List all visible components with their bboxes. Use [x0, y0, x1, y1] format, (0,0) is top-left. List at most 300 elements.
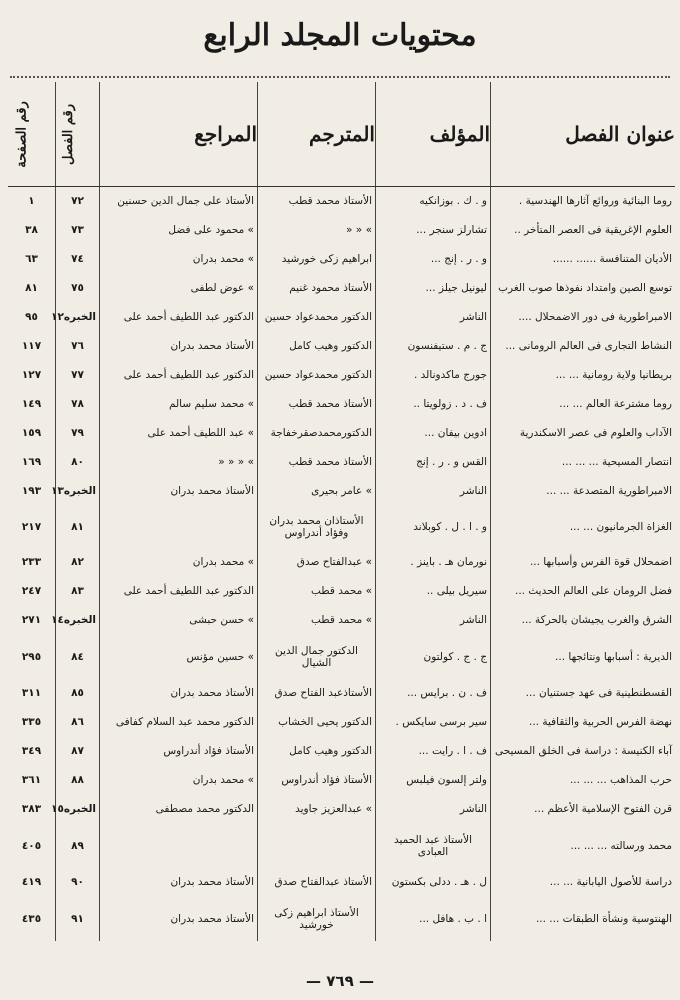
- chapter-number-cell-text: ٨٢: [71, 556, 84, 569]
- reference-cell: [100, 824, 258, 868]
- chapter-number-cell-text: ٨٨: [71, 774, 84, 787]
- chapter-title-cell: [491, 766, 676, 795]
- page-number-cell-text: ١٢٧: [21, 369, 42, 382]
- chapter-title-cell-text: الغزاة الجرمانيون ... ...: [569, 520, 672, 533]
- translator-cell: [258, 577, 376, 606]
- chapter-number-cell-text: ٧٦: [71, 340, 84, 353]
- author-cell: [376, 679, 491, 708]
- chapter-number-cell-text: ٨٠: [71, 456, 84, 469]
- page-number-cell: [8, 361, 56, 390]
- author-cell-text: ف . ن . برايس ...: [407, 687, 487, 700]
- table-row: [8, 274, 675, 303]
- reference-cell-text: » محمد بدران: [192, 253, 254, 266]
- chapter-number-cell-text: ٧٥: [71, 282, 84, 295]
- table-row: [8, 361, 675, 390]
- chapter-number-cell: [56, 187, 100, 217]
- author-cell-text: ولتر إلسون فيلبس: [406, 774, 487, 787]
- reference-cell-text: الأستاذ محمد بدران: [170, 340, 254, 353]
- reference-cell-text: الدكتور محمد عبد السلام كفافى: [115, 716, 254, 729]
- chapter-number-cell: [56, 577, 100, 606]
- reference-cell: [100, 795, 258, 824]
- translator-cell-text: » محمد قطب: [310, 585, 372, 598]
- reference-cell: [100, 361, 258, 390]
- chapter-title-cell: [491, 390, 676, 419]
- chapter-number-cell: [56, 274, 100, 303]
- chapter-number-cell: [56, 448, 100, 477]
- reference-cell: [100, 766, 258, 795]
- chapter-number-cell-text: ٩٠: [71, 876, 84, 889]
- author-cell-text: جورج ماكدونالد .: [413, 369, 487, 382]
- reference-cell-text: الدكتور محمد مصطفى: [155, 803, 254, 816]
- header-author: المؤلف: [376, 82, 491, 187]
- chapter-title-cell: [491, 868, 676, 897]
- chapter-title-cell-text: اضمحلال قوة الفرس وأسبابها ...: [529, 556, 672, 569]
- translator-cell-text: الدكتور وهيب كامل: [289, 745, 372, 758]
- author-cell-text: و . ك . بوزانكيه: [419, 195, 487, 208]
- translator-cell-text: الأستاذ محمد قطب: [288, 398, 372, 411]
- reference-cell-text: » عبد اللطيف أحمد على: [147, 427, 254, 440]
- chapter-number-cell-text: ٧٢: [71, 195, 84, 208]
- translator-cell: [258, 635, 376, 679]
- reference-cell: [100, 679, 258, 708]
- reference-cell-text: الدكتور عبد اللطيف أحمد على: [123, 585, 254, 598]
- translator-cell: [258, 245, 376, 274]
- table-row: [8, 548, 675, 577]
- author-cell-text: ا . ب . هافل ...: [419, 912, 487, 925]
- chapter-title-cell: [491, 187, 676, 217]
- page-number-cell-text: ٩٥: [25, 311, 38, 324]
- table-body: [8, 187, 675, 942]
- chapter-number-cell-text: ٨١: [71, 520, 84, 533]
- author-cell-text: نورمان هـ . باينز .: [410, 556, 487, 569]
- chapter-number-cell: [51, 303, 100, 332]
- page-number-cell: [8, 506, 56, 548]
- chapter-title-cell-text: الآداب والعلوم فى عصر الاسكندرية: [519, 427, 672, 440]
- chapter-number-cell: [56, 897, 100, 941]
- reference-cell: [100, 448, 258, 477]
- header-chapter-number-label: رقم الفصل: [61, 103, 77, 165]
- translator-cell-text: » عامر بحيرى: [311, 485, 372, 498]
- chapter-number-cell-text: ٨٣: [71, 585, 84, 598]
- chapter-title-cell-text: الشرق والغرب يجيشان بالحركة ...: [521, 614, 672, 627]
- table-row: [8, 679, 675, 708]
- reference-cell: [100, 868, 258, 897]
- chapter-number-cell: [56, 635, 100, 679]
- table-row: [8, 824, 675, 868]
- page-number-cell-text: ٦٣: [25, 253, 38, 266]
- dotted-divider: [10, 76, 670, 78]
- table-row: [8, 606, 675, 635]
- page-number-cell-text: ١٩٣: [21, 485, 42, 498]
- author-cell: [376, 635, 491, 679]
- chapter-title-cell: [491, 824, 676, 868]
- translator-cell-text: » عبدالعزيز جاويد: [295, 803, 372, 816]
- author-cell-text: سير برسى سايكس .: [395, 716, 487, 729]
- translator-cell-text: » عبدالفتاح صدق: [296, 556, 372, 569]
- author-cell: [376, 477, 491, 506]
- translator-cell: [258, 795, 376, 824]
- translator-cell-text: الدكتور محمدعواد حسين: [264, 311, 372, 324]
- author-cell: [376, 274, 491, 303]
- translator-cell: [258, 216, 376, 245]
- translator-cell: [258, 708, 376, 737]
- page-number-cell: [8, 708, 56, 737]
- translator-cell: [258, 361, 376, 390]
- chapter-title-cell: [491, 448, 676, 477]
- author-cell: [376, 303, 491, 332]
- chapter-title-cell-text: انتصار المسيحية ... ... ...: [561, 456, 672, 469]
- table-row: [8, 766, 675, 795]
- page-number-cell: [8, 216, 56, 245]
- author-cell-text: الناشر: [459, 803, 487, 816]
- author-cell-text: و . ا . ل . كوبلاند: [413, 520, 487, 533]
- chapter-number-cell: [56, 332, 100, 361]
- author-cell: [376, 361, 491, 390]
- table-row: [8, 577, 675, 606]
- chapter-title-cell-text: بريطانيا ولاية رومانية ... ...: [555, 369, 672, 382]
- chapter-title-cell-text: محمد ورسالته ... ... ...: [570, 839, 672, 852]
- table-row: [8, 187, 675, 217]
- table-row: [8, 506, 675, 548]
- author-cell-text: ج . ج . كولتون: [423, 650, 487, 663]
- chapter-number-cell: [56, 737, 100, 766]
- chapter-number-cell: [56, 868, 100, 897]
- reference-cell-text: » « « «: [218, 456, 254, 469]
- reference-cell: [100, 332, 258, 361]
- page-number-cell-text: ٤١٩: [21, 876, 42, 889]
- chapter-number-cell: [51, 477, 100, 506]
- chapter-title-cell-text: حرب المذاهب ... ... ...: [569, 774, 672, 787]
- author-cell-text: القس و . ر . إنج: [416, 456, 487, 469]
- translator-cell: [258, 390, 376, 419]
- page-number-cell-text: ١٥٩: [21, 427, 42, 440]
- reference-cell: [100, 577, 258, 606]
- chapter-number-cell: [56, 390, 100, 419]
- translator-cell: [258, 187, 376, 217]
- table-row: [8, 477, 675, 506]
- page-number-cell-text: ٤٠٥: [21, 839, 42, 852]
- chapter-title-cell: [491, 897, 676, 941]
- table-row: [8, 868, 675, 897]
- translator-cell-text: » « «: [346, 224, 372, 237]
- chapter-number-cell: [56, 679, 100, 708]
- author-cell-text: الأستاذ عبد الحميد العبادى: [393, 833, 472, 858]
- chapter-title-cell: [491, 361, 676, 390]
- reference-cell-text: الأستاذ محمد بدران: [170, 687, 254, 700]
- page-number-cell-text: ٢٧١: [21, 614, 42, 627]
- chapter-number-cell: [56, 548, 100, 577]
- page-number-cell-text: ٣٦١: [21, 774, 42, 787]
- author-cell: [376, 824, 491, 868]
- table-row: [8, 635, 675, 679]
- page-number-cell: [8, 390, 56, 419]
- chapter-title-cell-text: القسطنطينية فى عهد جستنيان ...: [525, 687, 672, 700]
- translator-cell-text: الأستاذ محمود غنيم: [289, 282, 372, 295]
- page-number-cell: [8, 332, 56, 361]
- chapter-number-cell: [56, 216, 100, 245]
- reference-cell: [100, 216, 258, 245]
- reference-cell: [100, 737, 258, 766]
- translator-cell: [258, 766, 376, 795]
- chapter-title-cell: [491, 506, 676, 548]
- author-cell-text: تشارلز سنجر ...: [416, 224, 487, 237]
- page-number-cell-text: ٢٤٧: [21, 585, 42, 598]
- reference-cell: [100, 635, 258, 679]
- reference-cell-text: الأستاذ محمد بدران: [170, 485, 254, 498]
- translator-cell-text: الأستاذ فؤاد أندراوس: [281, 774, 372, 787]
- page-number-cell-text: ١١٧: [21, 340, 42, 353]
- author-cell: [376, 390, 491, 419]
- chapter-title-cell: [491, 332, 676, 361]
- chapter-title-cell-text: دراسة للأصول اليابانية ... ...: [549, 876, 672, 889]
- reference-cell-text: الأستاذ محمد بدران: [170, 876, 254, 889]
- translator-cell-text: الدكتورمحمدصقرخفاجة: [270, 427, 372, 440]
- translator-cell: [258, 448, 376, 477]
- chapter-number-cell-text: ٩١: [71, 912, 84, 925]
- author-cell-text: ج . م . ستيفنسون: [407, 340, 487, 353]
- header-translator: المترجم: [258, 82, 376, 187]
- chapter-title-cell-text: فضل الرومان على العالم الحديث ...: [515, 585, 672, 598]
- translator-cell: [258, 868, 376, 897]
- reference-cell-text: الدكتور عبد اللطيف أحمد على: [123, 369, 254, 382]
- page-number-cell: [8, 635, 56, 679]
- author-cell-text: ف . ا . رايت ...: [418, 745, 487, 758]
- author-cell-text: ادوين بيفان ...: [424, 427, 487, 440]
- translator-cell: [258, 737, 376, 766]
- translator-cell: [258, 679, 376, 708]
- translator-cell-text: ابراهيم زكى خورشيد: [281, 253, 372, 266]
- page-number-cell-text: ١٦٩: [21, 456, 42, 469]
- translator-cell-text: » محمد قطب: [310, 614, 372, 627]
- chapter-title-cell-text: توسع الصين وامتداد نفوذها صوب الغرب: [498, 282, 672, 295]
- author-cell: [376, 708, 491, 737]
- chapter-number-cell-text: ٧٣: [71, 224, 84, 237]
- chapter-title-cell: [491, 548, 676, 577]
- page-number-cell: [8, 795, 56, 824]
- translator-cell: [258, 477, 376, 506]
- author-cell: [376, 216, 491, 245]
- chapter-title-cell: [491, 635, 676, 679]
- reference-cell: [100, 245, 258, 274]
- translator-cell: [258, 332, 376, 361]
- page-number-cell-text: ٣٨: [25, 224, 38, 237]
- page-number-cell-text: ١: [28, 195, 35, 208]
- chapter-number-cell: [56, 506, 100, 548]
- translator-cell-text: الدكتور وهيب كامل: [289, 340, 372, 353]
- reference-cell-text: الأستاذ فؤاد أندراوس: [163, 745, 254, 758]
- chapter-title-cell: [491, 679, 676, 708]
- chapter-title-cell-text: الديرية : أسبابها ونتائجها ...: [555, 650, 672, 663]
- author-cell: [376, 419, 491, 448]
- page-title: محتويات المجلد الرابع: [203, 18, 477, 53]
- chapter-title-cell-text: الامبراطورية فى دور الاضمحلال ....: [518, 311, 672, 324]
- chapter-title-cell: [491, 577, 676, 606]
- translator-cell-text: الدكتور جمال الدين الشيال: [275, 644, 358, 669]
- chapter-title-cell: [491, 245, 676, 274]
- chapter-title-cell-text: روما مشترعة العالم ... ...: [559, 398, 672, 411]
- reference-cell: [100, 419, 258, 448]
- author-cell-text: سيريل بيلى ..: [426, 585, 487, 598]
- chapter-title-cell-text: العلوم الإغريقية فى العصر المتأخر ..: [514, 224, 672, 237]
- table-row: [8, 419, 675, 448]
- chapter-title-cell: [491, 274, 676, 303]
- translator-cell: [258, 824, 376, 868]
- chapter-number-cell-text: ٨٩: [71, 839, 84, 852]
- table-row: [8, 795, 675, 824]
- chapter-number-cell: [51, 795, 100, 824]
- table-row: [8, 216, 675, 245]
- chapter-number-cell: [51, 606, 100, 635]
- author-cell: [376, 868, 491, 897]
- chapter-title-cell-text: الهنتوسية ونشأة الطبقات ... ...: [535, 912, 672, 925]
- page-number-cell: [8, 303, 56, 332]
- table-row: [8, 390, 675, 419]
- table-row: [8, 737, 675, 766]
- author-cell: [376, 548, 491, 577]
- translator-cell: [258, 548, 376, 577]
- table-row: [8, 332, 675, 361]
- translator-cell: [258, 506, 376, 548]
- chapter-number-cell-text: ٨٦: [71, 716, 84, 729]
- translator-cell-text: الدكتور يحيى الخشاب: [278, 716, 372, 729]
- author-cell-text: الناشر: [459, 485, 487, 498]
- table-row: [8, 303, 675, 332]
- chapter-title-cell: [491, 303, 676, 332]
- page-number-cell-text: ١٤٩: [21, 398, 42, 411]
- author-cell-text: ليونيل جيلز ...: [425, 282, 487, 295]
- translator-cell: [258, 419, 376, 448]
- page-number-cell: [8, 606, 56, 635]
- reference-cell: [100, 708, 258, 737]
- translator-cell-text: الدكتور محمدعواد حسين: [264, 369, 372, 382]
- author-cell-text: ف . د . زولويتا ..: [413, 398, 487, 411]
- reference-cell: [100, 274, 258, 303]
- page-number-cell-text: ٣٤٩: [21, 745, 42, 758]
- chapter-title-cell: [491, 419, 676, 448]
- chapter-title-cell-text: روما البنائية وروائع آثارها الهندسية .: [518, 195, 672, 208]
- chapter-number-cell: [56, 419, 100, 448]
- page-number-cell: [8, 897, 56, 941]
- page-number-cell: [8, 245, 56, 274]
- translator-cell: [258, 303, 376, 332]
- page-number-cell: [8, 477, 56, 506]
- page-number-cell: [8, 548, 56, 577]
- reference-cell-text: » حسن حبشى: [189, 614, 254, 627]
- chapter-number-cell-text: ٨٥: [71, 687, 84, 700]
- chapter-number-cell: [56, 245, 100, 274]
- chapter-number-cell: [56, 766, 100, 795]
- page-number: — ٧٦٩ —: [306, 972, 374, 990]
- author-cell: [376, 606, 491, 635]
- reference-cell: [100, 897, 258, 941]
- page-number-cell: [8, 448, 56, 477]
- author-cell: [376, 332, 491, 361]
- reference-cell: [100, 606, 258, 635]
- author-cell: [376, 897, 491, 941]
- translator-cell-text: الأستاذان محمد بدران وفؤاد أندراوس: [269, 514, 364, 539]
- reference-cell-text: » محمد سليم سالم: [168, 398, 254, 411]
- chapter-number-cell-text: ٧٨: [71, 398, 84, 411]
- reference-cell-text: الأستاذ محمد بدران: [170, 912, 254, 925]
- chapter-title-cell: [491, 708, 676, 737]
- table-header-row: [8, 82, 675, 187]
- page-number-cell-text: ٨١: [25, 282, 38, 295]
- author-cell: [376, 187, 491, 217]
- author-cell: [376, 737, 491, 766]
- reference-cell: [100, 187, 258, 217]
- author-cell: [376, 448, 491, 477]
- author-cell: [376, 245, 491, 274]
- page-number-cell: [8, 274, 56, 303]
- chapter-title-cell: [491, 606, 676, 635]
- translator-cell-text: الأستاذعبد الفتاح صدق: [274, 687, 372, 700]
- header-chapter-title: عنوان الفصل: [491, 82, 676, 187]
- reference-cell-text: » حسين مؤنس: [186, 650, 254, 663]
- translator-cell: [258, 606, 376, 635]
- table-row: [8, 448, 675, 477]
- page-number-cell: [8, 577, 56, 606]
- page-number-cell: [8, 868, 56, 897]
- chapter-number-cell: [56, 708, 100, 737]
- chapter-title-cell: [491, 737, 676, 766]
- author-cell: [376, 766, 491, 795]
- reference-cell: [100, 390, 258, 419]
- page-number-cell-text: ٢١٧: [21, 520, 42, 533]
- chapter-number-cell-text: ٨٤: [71, 650, 84, 663]
- author-cell-text: ل . هـ . ددلى بكستون: [391, 876, 487, 889]
- page-number-cell: [8, 824, 56, 868]
- page-number-cell-text: ٢٩٥: [21, 650, 42, 663]
- chapter-number-cell-text: الخبره١٢: [51, 311, 96, 324]
- page-number-cell: [8, 419, 56, 448]
- reference-cell-text: الدكتور عبد اللطيف أحمد على: [123, 311, 254, 324]
- chapter-title-cell: [491, 477, 676, 506]
- translator-cell: [258, 274, 376, 303]
- translator-cell-text: الأستاذ ابراهيم زكى خورشيد: [274, 906, 359, 931]
- reference-cell: [100, 506, 258, 548]
- page-number-cell-text: ٢٣٣: [21, 556, 42, 569]
- page-number-cell: [8, 679, 56, 708]
- table-row: [8, 897, 675, 941]
- reference-cell-text: الأستاذ على جمال الدين حسنين: [117, 195, 254, 208]
- chapter-number-cell: [56, 361, 100, 390]
- reference-cell: [100, 477, 258, 506]
- header-references: المراجع: [100, 82, 258, 187]
- page-number-cell: [8, 187, 56, 217]
- chapter-number-cell: [56, 824, 100, 868]
- chapter-title-cell-text: نهضة الفرس الحربية والثقافية ...: [529, 716, 672, 729]
- chapter-number-cell-text: ٧٧: [71, 369, 84, 382]
- chapter-number-cell-text: الخبره١٤: [51, 614, 96, 627]
- chapter-title-cell-text: آباء الكنيسة : دراسة فى الخلق المسيحى: [494, 745, 672, 758]
- chapter-title-cell-text: الأديان المتنافسة ...... ......: [552, 253, 672, 266]
- chapter-number-cell-text: ٧٩: [71, 427, 84, 440]
- author-cell: [376, 795, 491, 824]
- page-number-cell-text: ٤٣٥: [21, 912, 42, 925]
- author-cell-text: الناشر: [459, 311, 487, 324]
- reference-cell-text: » محمد بدران: [192, 774, 254, 787]
- reference-cell-text: » عوض لطفى: [190, 282, 254, 295]
- chapter-number-cell-text: الخبره١٣: [51, 485, 96, 498]
- chapter-title-cell: [491, 216, 676, 245]
- header-page-number-label: رقم الصفحة: [14, 100, 30, 168]
- page-number-cell: [8, 737, 56, 766]
- table-row: [8, 245, 675, 274]
- reference-cell: [100, 548, 258, 577]
- author-cell-text: و . ر . إنج ...: [430, 253, 487, 266]
- translator-cell-text: الأستاذ عبدالفتاح صدق: [274, 876, 372, 889]
- reference-cell-text: » محمود على فضل: [168, 224, 254, 237]
